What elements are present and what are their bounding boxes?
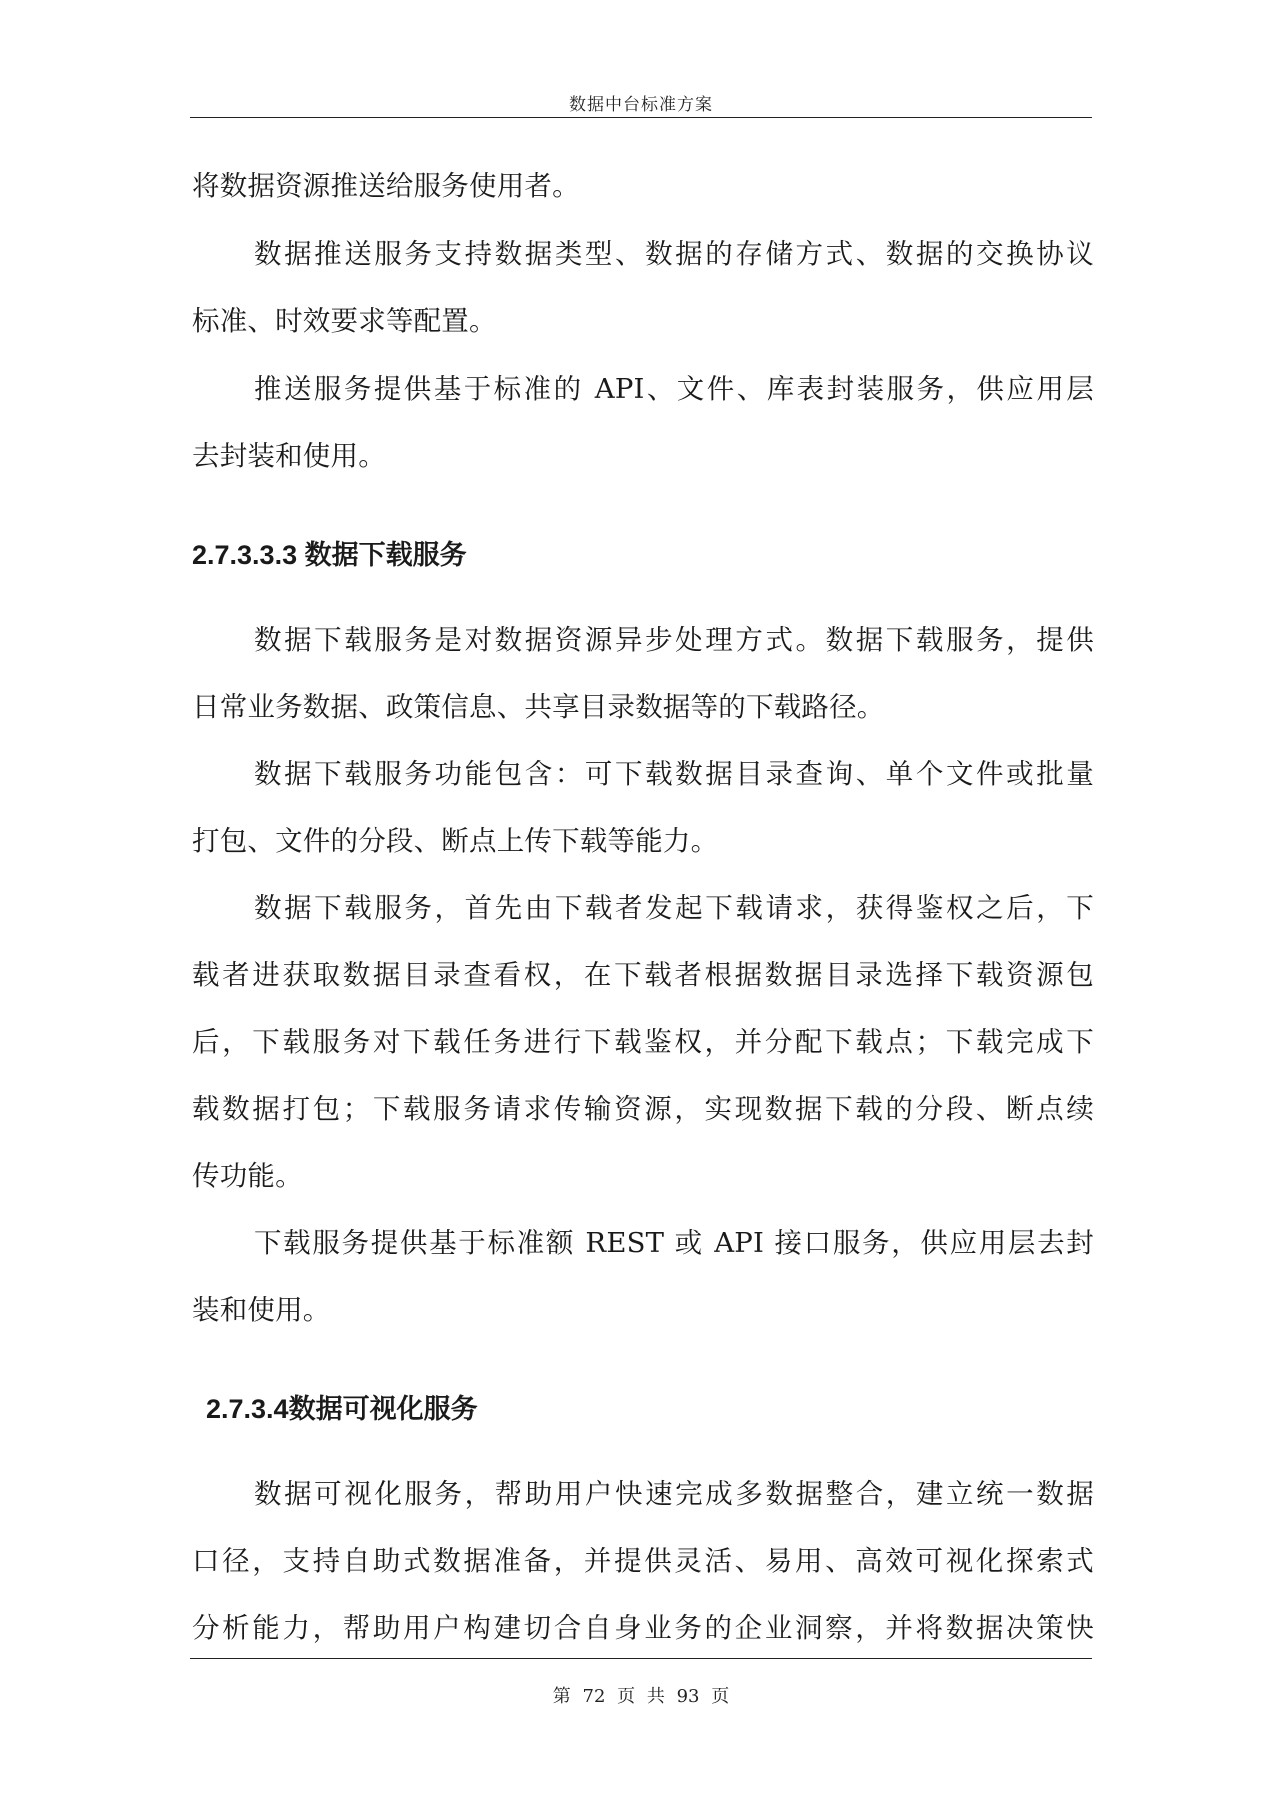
paragraph-line: 传功能。: [192, 1160, 303, 1192]
paragraph-line: 数据推送服务支持数据类型、数据的存储方式、数据的交换协议: [254, 238, 1094, 270]
paragraph-line: 数据下载服务，首先由下载者发起下载请求，获得鉴权之后，下: [254, 892, 1094, 924]
footer-rule: [190, 1658, 1092, 1659]
header-rule: [190, 117, 1092, 118]
section-heading: 2.7.3.3.3 数据下载服务: [192, 540, 467, 570]
page-number: 第 72 页 共 93 页: [552, 1686, 730, 1707]
paragraph-line: 打包、文件的分段、断点上传下载等能力。: [192, 825, 719, 857]
paragraph-line: 去封装和使用。: [192, 440, 386, 472]
paragraph-line: 装和使用。: [192, 1294, 331, 1326]
paragraph-line: 推送服务提供基于标准的 API、文件、库表封装服务，供应用层: [254, 373, 1094, 405]
section-heading: 2.7.3.4数据可视化服务: [206, 1394, 478, 1424]
paragraph-line: 分析能力，帮助用户构建切合自身业务的企业洞察，并将数据决策快: [192, 1612, 1094, 1644]
paragraph-line: 标准、时效要求等配置。: [192, 305, 497, 337]
paragraph-line: 后，下载服务对下载任务进行下载鉴权，并分配下载点；下载完成下: [192, 1026, 1094, 1058]
paragraph-line: 下载服务提供基于标准额 REST 或 API 接口服务，供应用层去封: [254, 1227, 1094, 1259]
paragraph-line: 数据可视化服务，帮助用户快速完成多数据整合，建立统一数据: [254, 1478, 1094, 1510]
paragraph-line: 载数据打包；下载服务请求传输资源，实现数据下载的分段、断点续: [192, 1093, 1094, 1125]
running-header: 数据中台标准方案: [569, 95, 713, 115]
paragraph-line: 口径，支持自助式数据准备，并提供灵活、易用、高效可视化探索式: [192, 1545, 1094, 1577]
paragraph-line: 载者进获取数据目录查看权，在下载者根据数据目录选择下载资源包: [192, 959, 1094, 991]
paragraph-line: 数据下载服务是对数据资源异步处理方式。数据下载服务，提供: [254, 624, 1094, 656]
paragraph-line: 日常业务数据、政策信息、共享目录数据等的下载路径。: [192, 691, 885, 723]
paragraph-line: 将数据资源推送给服务使用者。: [192, 170, 580, 202]
paragraph-line: 数据下载服务功能包含：可下载数据目录查询、单个文件或批量: [254, 758, 1094, 790]
